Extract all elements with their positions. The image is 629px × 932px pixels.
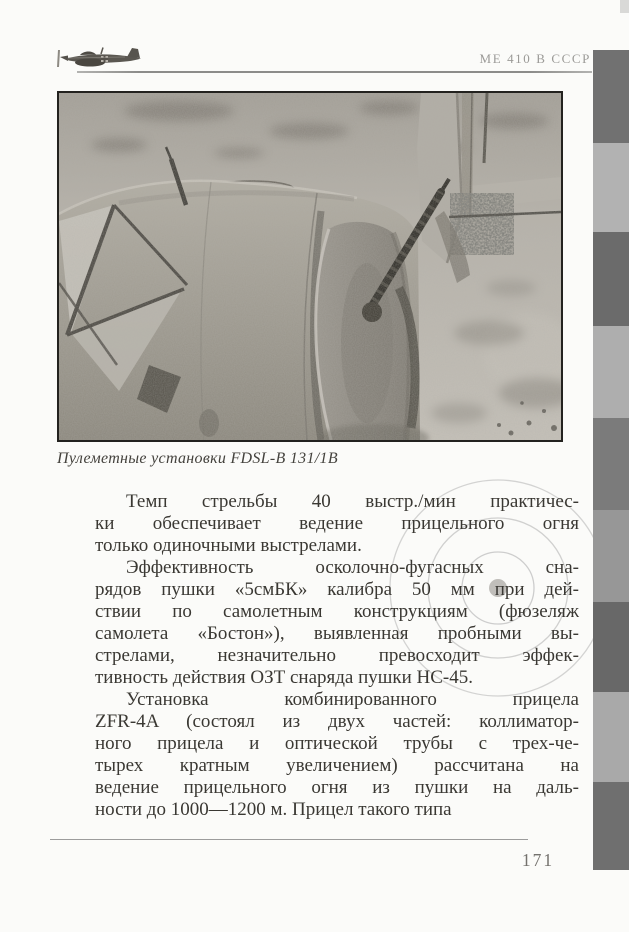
body-text-line: ного прицела и оптической трубы с трех-че- [95,733,579,754]
body-text-line: тивность действия ОЗТ снаряда пушки НС-45. [95,667,474,688]
scan-strip-block [593,326,629,418]
footer-rule [50,839,528,840]
header-rule [77,71,592,73]
scan-strip [593,0,629,932]
body-text-line: Установка комбинированного прицела [126,689,579,710]
scan-strip-block [593,143,629,232]
body-text-line: ки обеспечивает ведение прицельного огня [95,513,579,534]
scan-artifact [620,0,629,13]
aircraft-photo [57,91,563,442]
body-text-line: ведение прицельного огня из пушки на даль- [95,777,579,798]
scan-strip-block [593,510,629,602]
body-text [95,491,579,821]
body-text-line: тырех кратным увеличением) рассчитана на [95,755,579,776]
running-header-title: МЕ 410 В СССР [479,51,591,66]
page-number: 171 [521,850,555,870]
figure-caption: Пулеметные установки FDSL-B 131/1В [57,450,338,467]
body-text-line: ZFR-4A (состоял из двух частей: коллиматор- [95,711,579,732]
body-text-line: стрелами, незначительно превосходит эффек- [95,645,579,666]
scan-strip-block [593,232,629,326]
body-text-line: ствии по самолетным конструкциям (фюзеляж [95,601,579,622]
body-text-line: самолета «Бостон»), выявленная пробными вы- [95,623,579,644]
scan-strip-block [593,418,629,510]
scan-strip-block [593,50,629,143]
body-text-line: Темп стрельбы 40 выстр./мин практичес- [126,491,579,512]
body-text-line: рядов пушки «5смБК» калибра 50 мм при дей- [95,579,579,600]
scan-strip-block [593,692,629,782]
body-text-line: ности до 1000—1200 м. Прицел такого типа [95,799,452,820]
scan-strip-block [593,602,629,692]
scan-strip-block [593,782,629,870]
body-text-line: только одиночными выстрелами. [95,535,362,556]
body-text-line: Эффективность осколочно-фугасных сна- [126,557,579,578]
